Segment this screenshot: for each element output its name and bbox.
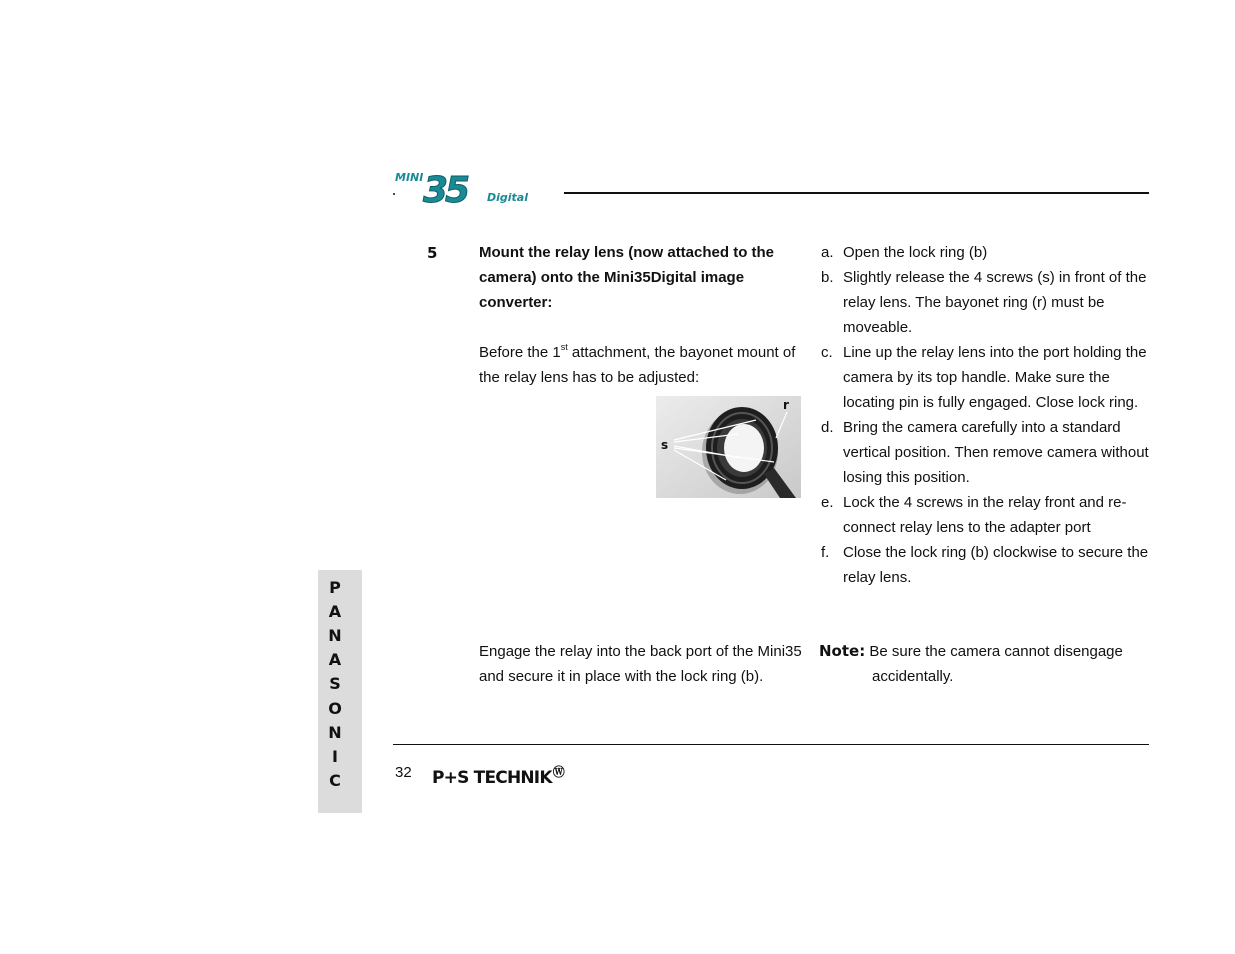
ps-technik-logo (432, 763, 564, 788)
list-item (820, 490, 1150, 540)
substep-text: Open the lock ring (b) (843, 244, 988, 261)
side-letter: O (328, 699, 342, 718)
logo-dot (393, 193, 395, 195)
engage-relay-text: Engage the relay into the back port of the Mini35 and secure it in place with the lock ring (b). (479, 643, 802, 685)
note-block (819, 639, 1154, 689)
list-item (820, 265, 1150, 340)
list-item (820, 415, 1150, 490)
header-rule (564, 192, 1149, 194)
side-tab-panasonic (318, 570, 362, 813)
step-heading: Mount the relay lens (now attached to the camera) onto the Mini35Digital image converter: (479, 244, 775, 311)
side-letter: C (329, 771, 341, 790)
note-text-line2: accidentally. (872, 668, 954, 685)
substep-marker: f. (821, 544, 830, 561)
relay-lens-photo (656, 396, 801, 498)
before-text-b: attachment, the bayonet mount of the relay lens has to be adjusted: (479, 344, 796, 386)
note-text-line1: Be sure the camera cannot disengage (865, 643, 1123, 660)
substep-marker: b. (821, 269, 834, 286)
logo-35-text: 35 (423, 170, 468, 208)
page-number: 32 (395, 764, 412, 781)
ordinal-suffix: st (560, 342, 568, 352)
list-item (820, 240, 1150, 265)
step-number: 5 (427, 244, 438, 262)
side-letter: A (328, 650, 342, 669)
substep-text: Lock the 4 screws in the relay front and re-connect relay lens to the adapter port (843, 494, 1127, 536)
substep-text: Bring the camera carefully into a standard vertical position. Then remove camera without losing this position. (843, 419, 1149, 486)
substep-marker: d. (821, 419, 834, 436)
logo-digital-text: Digital (487, 191, 528, 204)
substep-text: Line up the relay lens into the port holding the camera by its top handle. Make sure the locating pin is fully engaged. Close lock ring. (843, 344, 1147, 411)
note-label: Note: (819, 642, 866, 660)
substep-marker: c. (821, 344, 833, 361)
brand-name: P+S TECHNIK (432, 768, 552, 788)
lens-opening (724, 424, 764, 472)
brand-mark-icon: Ⓦ (552, 765, 564, 779)
bayonet-label: r (783, 398, 789, 412)
substep-text: Slightly release the 4 screws (s) in front of the relay lens. The bayonet ring (r) must be moveable. (843, 269, 1147, 336)
bayonet-adjust-text (479, 340, 809, 390)
mini35-digital-logo (393, 168, 543, 208)
substep-text: Close the lock ring (b) clockwise to secure the relay lens. (843, 544, 1149, 586)
list-item (820, 540, 1150, 590)
side-letter: N (328, 626, 342, 645)
before-text-a: Before the 1 (479, 344, 561, 361)
side-letter: I (332, 747, 338, 766)
screw-label: s (661, 438, 669, 452)
substep-marker: a. (821, 244, 834, 261)
list-item (820, 340, 1150, 415)
logo-mini-text: MINI (395, 171, 424, 184)
side-letter: S (329, 674, 341, 693)
side-letter: N (328, 723, 342, 742)
side-letter: A (328, 602, 342, 621)
substep-marker: e. (821, 494, 834, 511)
footer-rule (393, 744, 1149, 745)
side-letter: P (329, 578, 341, 597)
substep-list (820, 240, 1150, 590)
